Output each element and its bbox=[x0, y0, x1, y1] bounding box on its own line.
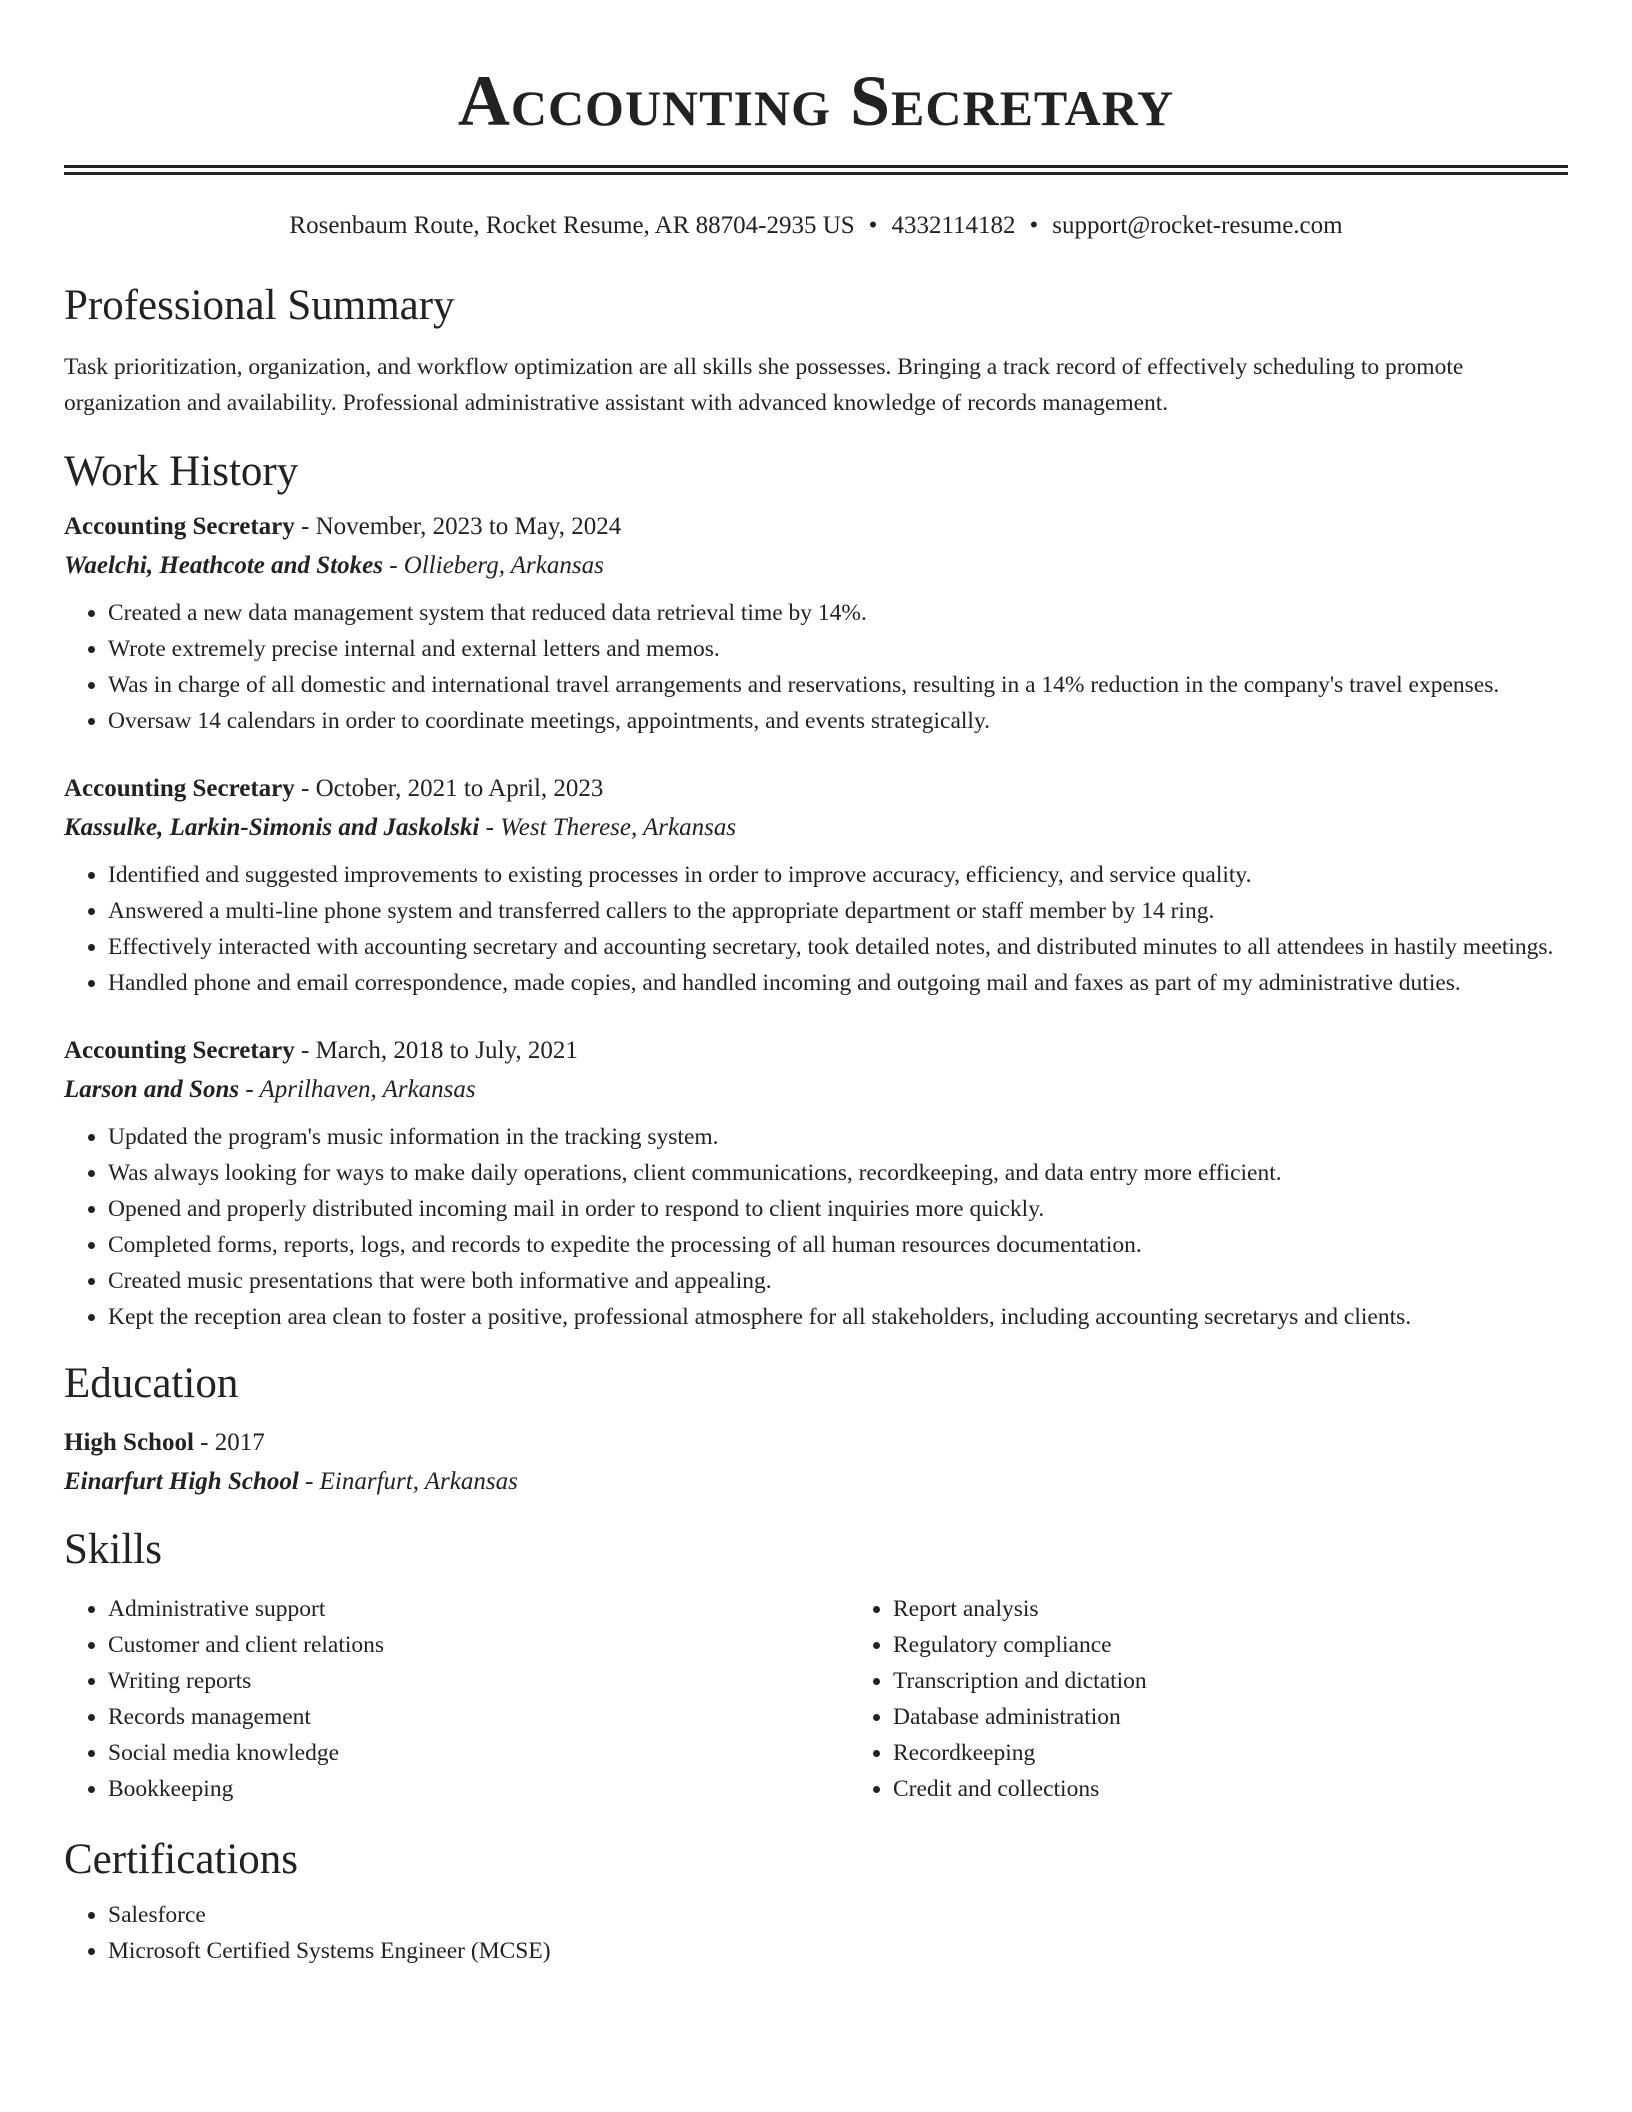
skill-item: • Bookkeeping bbox=[108, 1771, 849, 1807]
job-bullets bbox=[64, 595, 1568, 739]
skills-column-left bbox=[64, 1591, 849, 1807]
work-history-section bbox=[64, 445, 1568, 1335]
job-dates: - November, 2023 to May, 2024 bbox=[294, 513, 622, 540]
skill-item: • Customer and client relations bbox=[108, 1627, 849, 1663]
job-bullet: • Was in charge of all domestic and international travel arrangements and reservations, resulting in a 14% reduction in the company's travel expenses. bbox=[108, 667, 1568, 703]
skill-item: • Transcription and dictation bbox=[893, 1663, 1593, 1699]
certification-item: • Microsoft Certified Systems Engineer (MCSE) bbox=[108, 1933, 1568, 1969]
job-bullet: • Kept the reception area clean to foster a positive, professional atmosphere for all stakeholders, including accounting secretarys and clients. bbox=[108, 1299, 1568, 1335]
job-dates: - October, 2021 to April, 2023 bbox=[294, 775, 604, 802]
job-bullet: • Opened and properly distributed incoming mail in order to respond to client inquiries more quickly. bbox=[108, 1191, 1568, 1227]
job-title: Accounting Secretary bbox=[64, 1037, 295, 1064]
certifications-heading: Certifications bbox=[64, 1836, 299, 1883]
skill-item: • Report analysis bbox=[893, 1591, 1593, 1627]
skill-item: • Recordkeeping bbox=[893, 1735, 1593, 1771]
contact-separator: • bbox=[1029, 212, 1039, 239]
education-heading: Education bbox=[64, 1360, 239, 1407]
job-bullet: • Was always looking for ways to make daily operations, client communications, recordkeeping, and data entry more efficient. bbox=[108, 1155, 1568, 1191]
job-bullet: • Wrote extremely precise internal and external letters and memos. bbox=[108, 631, 1568, 667]
job-title: Accounting Secretary bbox=[64, 513, 295, 540]
job-title-line bbox=[64, 1031, 1568, 1071]
job-bullet: • Answered a multi-line phone system and transferred callers to the appropriate department or staff member by 14 ring. bbox=[108, 893, 1568, 929]
contact-separator: • bbox=[868, 212, 878, 239]
skills-grid bbox=[64, 1591, 1568, 1807]
skills-column-right bbox=[849, 1591, 1593, 1807]
skill-item: • Credit and collections bbox=[893, 1771, 1593, 1807]
skill-item: • Regulatory compliance bbox=[893, 1627, 1593, 1663]
employer-line bbox=[64, 809, 1568, 847]
job-dates: - March, 2018 to July, 2021 bbox=[294, 1037, 578, 1064]
employer-name: Kassulke, Larkin-Simonis and Jaskolski bbox=[64, 814, 480, 841]
school-location: - Einarfurt, Arkansas bbox=[298, 1468, 518, 1495]
certifications-list bbox=[64, 1897, 1568, 1969]
contact-line bbox=[64, 209, 1568, 243]
education-entry bbox=[64, 1423, 1568, 1501]
skill-item: • Administrative support bbox=[108, 1591, 849, 1627]
skills-heading: Skills bbox=[64, 1526, 162, 1573]
job-bullets bbox=[64, 1119, 1568, 1335]
summary-heading: Professional Summary bbox=[64, 282, 455, 329]
skill-item: • Writing reports bbox=[108, 1663, 849, 1699]
resume-title: Accounting Secretary bbox=[457, 61, 1175, 141]
certifications-section bbox=[64, 1833, 1568, 1969]
employer-location: - Ollieberg, Arkansas bbox=[382, 552, 604, 579]
job-bullet: • Created music presentations that were both informative and appealing. bbox=[108, 1263, 1568, 1299]
skill-item: • Social media knowledge bbox=[108, 1735, 849, 1771]
job-bullet: • Handled phone and email correspondence, made copies, and handled incoming and outgoing mail and faxes as part of my administrative duties. bbox=[108, 965, 1568, 1001]
title-divider bbox=[64, 165, 1568, 175]
education-section bbox=[64, 1357, 1568, 1501]
summary-text: Task prioritization, organization, and workflow optimization are all skills she possesses. Bringing a track record of effectively scheduling to promote organization and availability. Professional administrative assistant with advanced knowledge of records management. bbox=[64, 354, 1464, 416]
skill-item: • Records management bbox=[108, 1699, 849, 1735]
employer-line bbox=[64, 547, 1568, 585]
job-bullet: • Updated the program's music information in the tracking system. bbox=[108, 1119, 1568, 1155]
employer-name: Larson and Sons bbox=[64, 1076, 240, 1103]
job-title-line bbox=[64, 769, 1568, 809]
graduation-year: - 2017 bbox=[193, 1429, 265, 1456]
summary-section bbox=[64, 279, 1568, 421]
contact-phone: 4332114182 bbox=[891, 212, 1016, 239]
certification-item: • Salesforce bbox=[108, 1897, 1568, 1933]
job-bullet: • Created a new data management system that reduced data retrieval time by 14%. bbox=[108, 595, 1568, 631]
job-entry bbox=[64, 1031, 1568, 1335]
contact-address: Rosenbaum Route, Rocket Resume, AR 88704-2935 US bbox=[289, 212, 855, 239]
job-bullet: • Completed forms, reports, logs, and records to expedite the processing of all human resources documentation. bbox=[108, 1227, 1568, 1263]
job-entry bbox=[64, 769, 1568, 1001]
employer-location: - Aprilhaven, Arkansas bbox=[239, 1076, 476, 1103]
job-bullets bbox=[64, 857, 1568, 1001]
employer-location: - West Therese, Arkansas bbox=[479, 814, 737, 841]
employer-line bbox=[64, 1071, 1568, 1109]
job-bullet: • Effectively interacted with accounting secretary and accounting secretary, took detailed notes, and distributed minutes to all attendees in hastily meetings. bbox=[108, 929, 1568, 965]
job-title-line bbox=[64, 507, 1568, 547]
job-title: Accounting Secretary bbox=[64, 775, 295, 802]
employer-name: Waelchi, Heathcote and Stokes bbox=[64, 552, 383, 579]
skills-section bbox=[64, 1523, 1568, 1807]
work-history-heading: Work History bbox=[64, 448, 299, 495]
contact-email[interactable]: support@rocket-resume.com bbox=[1052, 212, 1343, 239]
job-entry bbox=[64, 507, 1568, 739]
skill-item: • Database administration bbox=[893, 1699, 1593, 1735]
school-name: Einarfurt High School bbox=[64, 1468, 299, 1495]
school-line bbox=[64, 1463, 1568, 1501]
degree: High School bbox=[64, 1429, 194, 1456]
degree-line bbox=[64, 1423, 1568, 1463]
job-bullet: • Identified and suggested improvements to existing processes in order to improve accuracy, efficiency, and service quality. bbox=[108, 857, 1568, 893]
job-bullet: • Oversaw 14 calendars in order to coordinate meetings, appointments, and events strategically. bbox=[108, 703, 1568, 739]
